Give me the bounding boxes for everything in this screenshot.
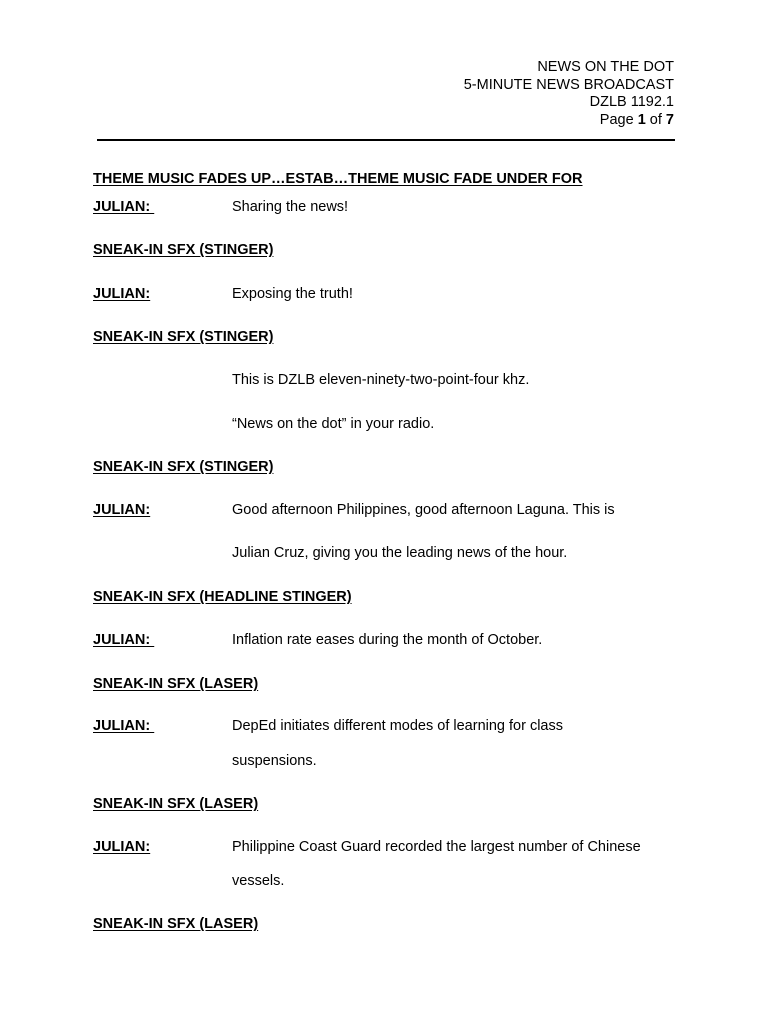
- speaker-label: JULIAN:: [93, 502, 151, 518]
- sound-cue: SNEAK-IN SFX (LASER): [93, 916, 259, 932]
- speaker-label: JULIAN:: [93, 199, 155, 215]
- page-of: of: [645, 111, 666, 128]
- sound-cue: SNEAK-IN SFX (HEADLINE STINGER): [93, 589, 352, 605]
- dialogue-line: suspensions.: [232, 753, 317, 769]
- station-frequency: DZLB 1192.1: [589, 94, 674, 110]
- speaker-label: JULIAN:: [93, 839, 151, 855]
- dialogue-line: Good afternoon Philippines, good afternoon Laguna. This is: [232, 502, 615, 518]
- broadcast-format: 5-MINUTE NEWS BROADCAST: [463, 76, 674, 93]
- dialogue-line: Inflation rate eases during the month of October.: [232, 632, 543, 648]
- sound-cue: SNEAK-IN SFX (STINGER): [93, 242, 274, 258]
- sound-cue: SNEAK-IN SFX (STINGER): [93, 459, 274, 475]
- dialogue-line: Julian Cruz, giving you the leading news of the hour.: [232, 545, 568, 561]
- opening-cue: THEME MUSIC FADES UP…ESTAB…THEME MUSIC FADE UNDER FOR: [93, 171, 583, 187]
- dialogue-line: vessels.: [232, 873, 285, 889]
- header-divider: [97, 139, 675, 141]
- speaker-label: JULIAN:: [93, 632, 155, 648]
- dialogue-line: This is DZLB eleven-ninety-two-point-four khz.: [232, 372, 530, 388]
- document-header: [464, 59, 674, 129]
- speaker-label: JULIAN:: [93, 286, 151, 302]
- sound-cue: SNEAK-IN SFX (LASER): [93, 796, 259, 812]
- speaker-label: JULIAN:: [93, 718, 155, 734]
- dialogue-line: Exposing the truth!: [232, 286, 353, 302]
- dialogue-line: DepEd initiates different modes of learning for class: [232, 718, 563, 734]
- dialogue-line: Sharing the news!: [232, 199, 349, 215]
- sound-cue: SNEAK-IN SFX (LASER): [93, 676, 259, 692]
- page-total: 7: [665, 111, 674, 128]
- page-number: [464, 112, 674, 130]
- program-title: NEWS ON THE DOT: [537, 59, 674, 75]
- page-prefix: Page: [599, 111, 638, 128]
- dialogue-line: Philippine Coast Guard recorded the largest number of Chinese: [232, 839, 641, 855]
- page-current: 1: [637, 111, 646, 128]
- sound-cue: SNEAK-IN SFX (STINGER): [93, 329, 274, 345]
- dialogue-line: “News on the dot” in your radio.: [232, 416, 435, 432]
